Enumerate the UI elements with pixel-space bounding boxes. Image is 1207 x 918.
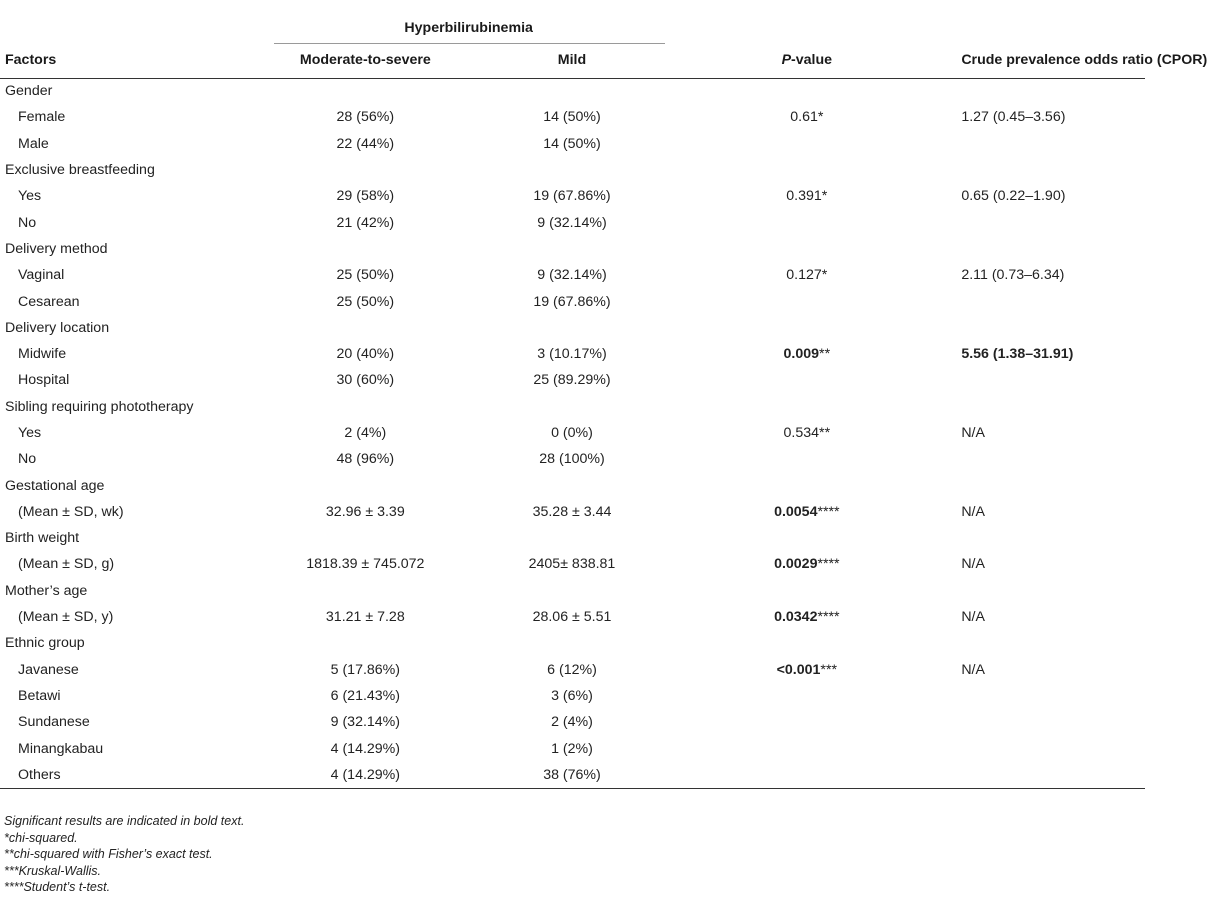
col-header-moderate: Moderate-to-severe [299,51,431,68]
cpor-cell: N/A [961,609,985,626]
cpor-cell [938,525,1145,551]
mild-cell: 9 (32.14%) [537,214,607,231]
p-value-marker: ** [819,425,831,441]
table-row [0,657,1145,683]
moderate-cell: 5 (17.86%) [330,661,401,678]
category-row [0,525,1145,551]
cpor-cell [938,683,1145,709]
factor-cell: Mother’s age [5,582,88,599]
col-header-cpor: Crude prevalence odds ratio (CPOR) [961,51,1207,68]
table-row [0,709,1145,735]
table-row [0,604,1145,630]
mild-cell: 19 (67.86%) [533,188,611,205]
table-row [0,446,1145,472]
moderate-cell [262,578,469,604]
mild-cell [469,630,676,656]
mild-cell [469,78,676,104]
cpor-cell [938,472,1145,498]
moderate-cell [262,315,469,341]
group-header-row [0,0,1145,44]
p-value-marker: * [817,109,824,126]
table-row [0,551,1145,577]
cpor-cell [938,315,1145,341]
category-row [0,236,1145,262]
mild-cell: 1 (2%) [551,740,593,757]
factor-cell: Sibling requiring phototherapy [5,398,194,415]
p-value-cell: <0.001*** [776,661,837,678]
mild-cell: 3 (6%) [551,687,593,704]
category-row [0,78,1145,104]
cpor-cell: 1.27 (0.45–3.56) [961,109,1066,126]
moderate-cell [262,78,469,104]
p-value-marker: **** [817,503,840,520]
mild-cell [469,157,676,183]
cpor-cell: 0.65 (0.22–1.90) [961,188,1066,205]
cpor-cell [938,288,1145,314]
category-row [0,394,1145,420]
moderate-cell [262,525,469,551]
moderate-cell [262,630,469,656]
p-rest: -value [791,51,833,68]
factor-cell: Hospital [18,372,70,389]
p-value-cell [675,709,938,735]
moderate-cell: 22 (44%) [336,135,395,152]
footnote: Significant results are indicated in bold text. [4,814,245,828]
p-value-cell [675,236,938,262]
factor-cell: Sundanese [18,714,90,731]
factor-cell: Exclusive breastfeeding [5,162,155,179]
moderate-cell: 48 (96%) [336,451,395,468]
mild-cell: 28.06 ± 5.51 [532,609,612,626]
factor-cell: (Mean ± SD, y) [18,609,114,626]
p-value-cell [675,131,938,157]
footnote: ***Kruskal-Wallis. [4,863,102,878]
p-value-cell [675,157,938,183]
mild-cell: 2405± 838.81 [528,556,616,573]
moderate-cell [262,394,469,420]
category-row [0,315,1145,341]
p-value-cell: 0.009** [783,346,831,363]
p-value-cell [675,735,938,761]
mild-cell: 19 (67.86%) [533,293,611,310]
p-value-marker: * [821,267,828,284]
table-row [0,762,1145,788]
moderate-cell: 21 (42%) [336,214,395,231]
table-row [0,131,1145,157]
factor-cell: Cesarean [18,293,80,310]
moderate-cell [262,157,469,183]
col-header-factors: Factors [5,51,57,68]
moderate-cell: 20 (40%) [336,346,395,363]
factor-cell: Female [18,109,66,126]
moderate-cell [262,472,469,498]
p-value-cell [675,472,938,498]
moderate-cell: 29 (58%) [336,188,395,205]
mild-cell: 35.28 ± 3.44 [532,503,612,520]
moderate-cell: 25 (50%) [336,293,395,310]
cpor-cell [938,394,1145,420]
footnote: *chi-squared. [4,830,78,845]
mild-cell: 14 (50%) [543,109,601,126]
factor-cell: Gender [5,83,53,100]
p-value-cell: 0.0029**** [774,556,840,573]
cpor-cell [938,762,1145,788]
p-value-cell: 0.391* [786,188,828,205]
table-row [0,683,1145,709]
mild-cell: 28 (100%) [539,451,605,468]
cpor-cell [938,735,1145,761]
p-value-cell [675,762,938,788]
mild-cell [469,394,676,420]
footnotes [4,813,244,896]
factor-cell: Others [18,766,61,783]
moderate-cell: 31.21 ± 7.28 [325,609,405,626]
factor-cell: Javanese [18,661,79,678]
col-header-mild: Mild [557,51,587,68]
moderate-cell: 9 (32.14%) [330,714,401,731]
p-value-cell [675,315,938,341]
mild-cell [469,578,676,604]
table-row [0,341,1145,367]
mild-cell: 2 (4%) [551,714,593,731]
category-row [0,630,1145,656]
factor-cell: No [18,451,37,468]
cpor-cell [938,578,1145,604]
footnote: **chi-squared with Fisher’s exact test. [4,847,213,862]
cpor-cell: N/A [961,661,985,678]
factor-cell: Delivery method [5,240,108,257]
mild-cell: 38 (76%) [543,766,601,783]
cpor-cell [938,630,1145,656]
p-value-cell [675,78,938,104]
factor-cell: Minangkabau [18,740,104,757]
moderate-cell: 6 (21.43%) [330,687,401,704]
p-value-cell [675,446,938,472]
cpor-cell: N/A [961,503,985,520]
mild-cell: 3 (10.17%) [537,346,607,363]
table-row [0,104,1145,130]
factor-cell: Vaginal [18,267,65,284]
p-value-cell [675,209,938,235]
p-value-marker: ** [819,346,831,363]
cpor-cell [938,236,1145,262]
moderate-cell: 2 (4%) [344,425,387,441]
factor-cell: (Mean ± SD, g) [18,556,115,573]
p-value-cell: 0.0342**** [774,609,840,626]
p-value-cell [675,525,938,551]
factor-cell: (Mean ± SD, wk) [18,503,124,520]
mild-cell: 14 (50%) [543,135,601,152]
factor-cell: Yes [18,425,42,441]
table-row [0,735,1145,761]
moderate-cell: 4 (14.29%) [330,766,401,783]
category-row [0,157,1145,183]
footnote: ****Student’s t-test. [4,880,111,895]
p-value-cell [675,630,938,656]
table-row [0,209,1145,235]
cpor-cell [938,209,1145,235]
factor-cell: Betawi [18,687,61,704]
moderate-cell: 30 (60%) [336,372,395,389]
cpor-cell: 2.11 (0.73–6.34) [961,267,1065,284]
cpor-cell [938,446,1145,472]
table-body [0,78,1145,788]
table-row [0,499,1145,525]
cpor-cell [938,709,1145,735]
table-row [0,183,1145,209]
p-value-marker: *** [820,661,837,678]
mild-cell: 25 (89.29%) [533,372,611,389]
moderate-cell: 32.96 ± 3.39 [325,503,405,520]
mild-cell [469,315,676,341]
p-value-cell: 0.534** [783,425,831,441]
cpor-cell: 5.56 (1.38–31.91) [961,346,1074,363]
group-header-label: Hyperbilirubinemia [404,20,533,36]
moderate-cell: 28 (56%) [336,109,395,126]
factor-cell: Male [18,135,49,152]
factor-cell: Gestational age [5,477,105,494]
p-value-marker: * [821,188,828,205]
group-header [262,0,675,44]
p-value-cell: 0.61* [790,109,824,126]
factor-cell: Ethnic group [5,635,85,652]
factor-cell: Yes [18,188,42,205]
p-italic: P [781,51,792,68]
p-value-cell [675,394,938,420]
moderate-cell [262,236,469,262]
p-value-cell [675,683,938,709]
category-row [0,472,1145,498]
mild-cell: 6 (12%) [547,661,597,678]
moderate-cell: 25 (50%) [336,267,395,284]
mild-cell: 9 (32.14%) [537,267,607,284]
factor-cell: Delivery location [5,319,110,336]
p-value-cell: 0.0054**** [774,503,840,520]
p-value-cell: 0.127* [786,267,828,284]
table-row [0,262,1145,288]
p-value-marker: **** [817,609,840,626]
table-row [0,420,1145,446]
table-row [0,367,1145,393]
p-value-cell [675,288,938,314]
col-header-p-value [675,44,938,78]
category-row [0,578,1145,604]
mild-cell [469,236,676,262]
mild-cell [469,472,676,498]
cpor-cell: N/A [961,425,985,441]
moderate-cell: 4 (14.29%) [330,740,401,757]
factor-cell: No [18,214,37,231]
mild-cell [469,525,676,551]
column-header-row [0,44,1145,78]
moderate-cell: 1818.39 ± 745.072 [306,556,425,573]
mild-cell: 0 (0%) [551,425,593,441]
cpor-cell [938,131,1145,157]
factor-cell: Birth weight [5,530,80,547]
table-row [0,288,1145,314]
p-value-cell [675,367,938,393]
cpor-cell: N/A [961,556,985,573]
factor-cell: Midwife [18,346,67,363]
p-value-cell [675,578,938,604]
cpor-cell [938,367,1145,393]
p-value-marker: **** [817,556,840,573]
cpor-cell [938,78,1145,104]
cpor-cell [938,157,1145,183]
